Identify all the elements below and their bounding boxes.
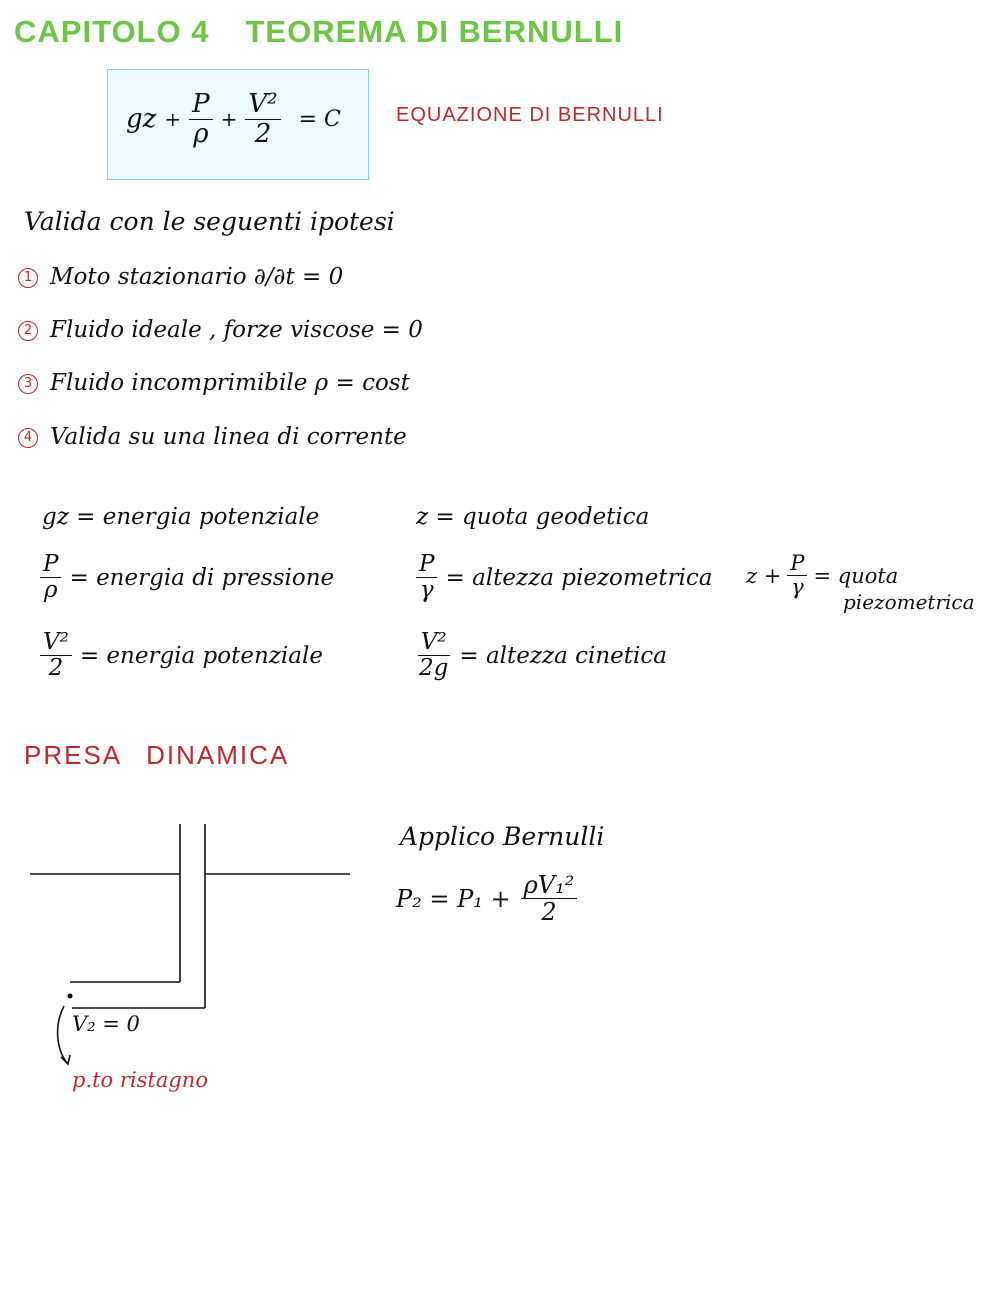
def-quota-fraction: $\frac{P}{\gamma}$ — [787, 552, 807, 599]
hypothesis-item — [18, 370, 410, 396]
def-gz: gz = energia potenziale — [42, 504, 320, 530]
pitot-formula-fraction: $\frac{\text{ρV₁²}}{2}$ — [521, 872, 578, 926]
chapter-label: CAPITOLO 4 — [14, 14, 210, 49]
equation-label: EQUAZIONE DI BERNULLI — [396, 104, 664, 126]
applico-heading: Applico Bernulli — [400, 822, 605, 851]
def-velocity-fraction: $\frac{\text{V²}}{2}$ — [40, 630, 72, 682]
theorem-label: TEOREMA DI BERNULLI — [245, 14, 624, 49]
def-kinetic-fraction: $\frac{\text{V²}}{2g}$ — [419, 629, 449, 682]
def-kinetic-height: $\frac{\text{V²}}{2g}$ = altezza cinetica — [416, 630, 667, 682]
def-piezometric-fraction: $\frac{P}{\gamma}$ — [416, 552, 437, 604]
eq-equals-c: = C — [298, 106, 341, 132]
eq-plus-2: + — [220, 107, 238, 132]
def-pressure: $\frac{P}{\rho}$ = energia di pressione — [40, 552, 334, 604]
stagnation-point — [68, 994, 73, 999]
stagnation-velocity: V₂ = 0 — [72, 1012, 140, 1036]
hypothesis-number: 1 — [18, 268, 38, 288]
section-heading: PRESA DINAMICA — [24, 740, 290, 770]
bernoulli-equation — [126, 90, 341, 148]
hypothesis-text: Moto stazionario ∂/∂t = 0 — [50, 264, 344, 290]
page-title — [14, 14, 623, 50]
eq-term-gz: gz — [126, 104, 157, 135]
def-piezometric-quota: z + $\frac{P}{\gamma}$ = quota — [746, 551, 899, 600]
def-velocity: $\frac{\text{V²}}{2}$ = energia potenziale — [40, 630, 323, 682]
eq-fraction-velocity: $\frac{\text{V²}}{2}$ — [245, 90, 280, 148]
def-z: z = quota geodetica — [416, 504, 650, 530]
hypothesis-text: Valida su una linea di corrente — [50, 424, 407, 450]
stagnation-arrow — [58, 1006, 68, 1064]
eq-plus-1: + — [164, 107, 182, 132]
hypotheses-heading: Valida con le seguenti ipotesi — [24, 207, 395, 236]
eq-fraction-pressure: $\frac{P}{\rho}$ — [189, 90, 213, 148]
def-pressure-fraction: $\frac{P}{\rho}$ — [40, 552, 61, 604]
hypothesis-item — [18, 424, 407, 450]
hypothesis-number: 2 — [18, 321, 38, 341]
pitot-formula: P₂ = P₁ + $\frac{\text{ρV₁²}}{2}$ — [396, 872, 577, 926]
hypothesis-number: 3 — [18, 374, 38, 394]
stagnation-label: p.to ristagno — [72, 1068, 208, 1092]
def-quota-line2: piezometrica — [843, 590, 975, 614]
def-piezometric-height: $\frac{P}{\gamma}$ = altezza piezometrica — [416, 552, 713, 604]
hypothesis-item — [18, 317, 423, 343]
hypothesis-text: Fluido ideale , forze viscose = 0 — [50, 317, 423, 343]
hypothesis-number: 4 — [18, 428, 38, 448]
hypothesis-item — [18, 264, 343, 290]
hypothesis-text: Fluido incomprimibile ρ = cost — [50, 370, 410, 396]
